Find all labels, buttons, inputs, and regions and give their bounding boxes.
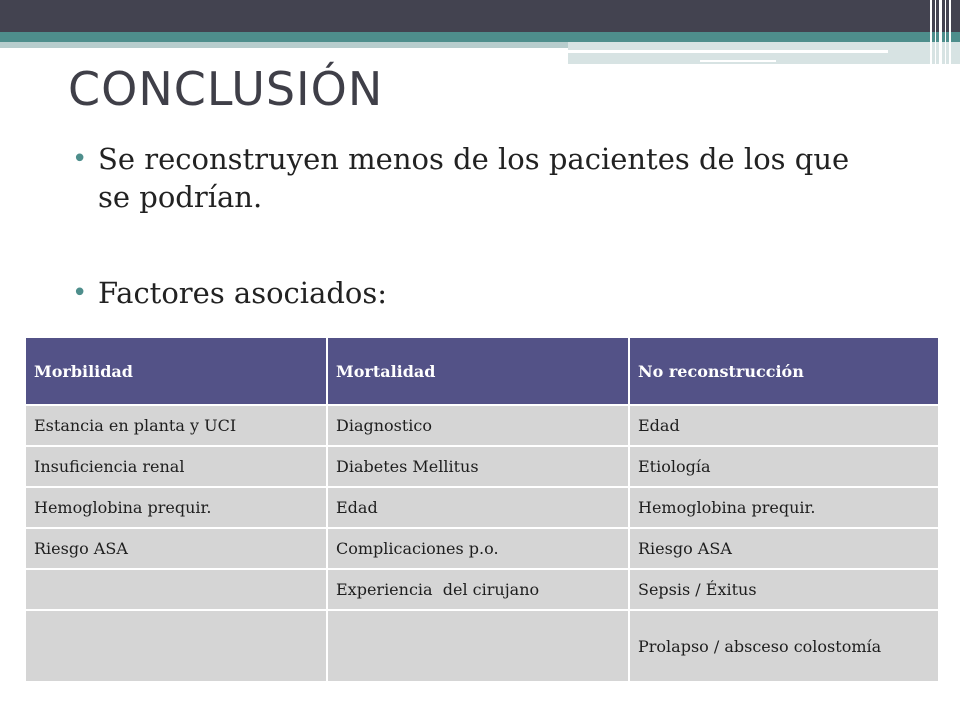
bullet-list [72, 140, 872, 312]
bullet-text: Factores asociados: [98, 276, 388, 310]
table-header-row [25, 337, 939, 405]
bullet-item [72, 140, 872, 216]
table-cell: Experiencia del cirujano [327, 569, 629, 610]
table-cell: Sepsis / Éxitus [629, 569, 939, 610]
table-cell: Edad [327, 487, 629, 528]
table-cell: Complicaciones p.o. [327, 528, 629, 569]
header-vertical-lines [930, 0, 952, 64]
table-cell: Edad [629, 405, 939, 446]
table-cell: Estancia en planta y UCI [25, 405, 327, 446]
table-row [25, 446, 939, 487]
table-cell [25, 610, 327, 682]
table-row [25, 528, 939, 569]
header-accent-line [568, 50, 888, 53]
header-accent-line-short [700, 60, 776, 62]
header-mortalidad: Mortalidad [327, 337, 629, 405]
factors-table [24, 336, 940, 683]
table-row [25, 569, 939, 610]
table-row [25, 487, 939, 528]
table-row [25, 405, 939, 446]
slide-title: CONCLUSIÓN [68, 62, 384, 116]
header-no-reconstruccion: No reconstrucción [629, 337, 939, 405]
table-cell: Insuficiencia renal [25, 446, 327, 487]
bullet-text: Se reconstruyen menos de los pacientes de los que se podrían. [98, 142, 850, 214]
table-cell: Prolapso / absceso colostomía [629, 610, 939, 682]
bullet-item [72, 274, 872, 312]
table-cell: Etiología [629, 446, 939, 487]
table-cell: Riesgo ASA [629, 528, 939, 569]
table-cell [25, 569, 327, 610]
table-cell: Diabetes Mellitus [327, 446, 629, 487]
bullet-dot-icon: • [72, 278, 88, 308]
header-bar-teal [0, 32, 960, 42]
table-cell [327, 610, 629, 682]
table-cell: Hemoglobina prequir. [629, 487, 939, 528]
bullet-dot-icon: • [72, 144, 88, 174]
table-cell: Hemoglobina prequir. [25, 487, 327, 528]
table-cell: Riesgo ASA [25, 528, 327, 569]
header-bar-light [0, 42, 568, 48]
table-cell: Diagnostico [327, 405, 629, 446]
header-bar-dark [0, 0, 960, 32]
table-row [25, 610, 939, 682]
header-morbilidad: Morbilidad [25, 337, 327, 405]
